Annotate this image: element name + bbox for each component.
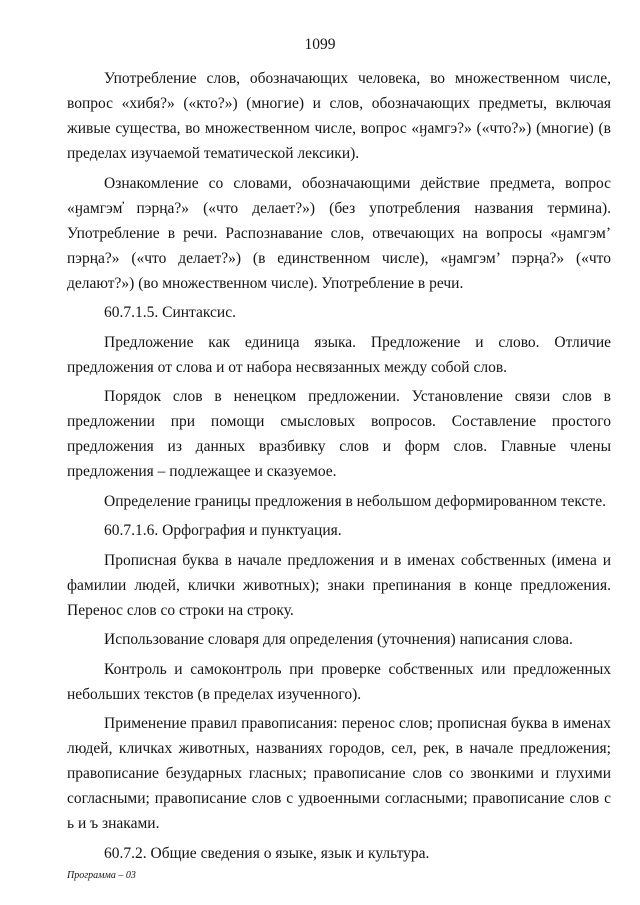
paragraph: Контроль и самоконтроль при проверке собственных или предложенных небольших текстов (в пределах изученного). <box>67 660 611 703</box>
paragraph: Употребление слов, обозначающих человека, во множественном числе, вопрос «хибя?» («кто?») (многие) и слов, обозначающих предметы, включая живые существа, во множественном числе, вопрос «ӈамгэ?» («что?») (многие) (в пределах изучаемой тематической лексики). <box>67 70 611 162</box>
section-heading: 60.7.1.5. Синтаксис. <box>104 304 236 321</box>
paragraph: Применение правил правописания: перенос слов; прописная буква в именах людей, кличках животных, названиях городов, сел, рек, в начале предложения; правописание безударных гласных; правописание слов со звонкими и глухими согласными; правописание слов с удвоенными согласными; правописание слов с ь и ъ знаками. <box>67 715 611 832</box>
paragraph: Использование словаря для определения (уточнения) написания слова. <box>104 631 573 648</box>
footer-note: Программа – 03 <box>67 870 136 881</box>
section-heading: 60.7.1.6. Орфография и пунктуация. <box>104 522 342 539</box>
paragraph: Порядок слов в ненецком предложении. Установление связи слов в предложении при помощи смысловых вопросов. Составление простого предложения из данных вразбивку слов и форм слов. Главные члены предложения – подлежащее и сказуемое. <box>67 388 611 480</box>
document-body <box>67 66 611 870</box>
paragraph: Определение границы предложения в небольшом деформированном тексте. <box>104 492 606 510</box>
section-heading: 60.7.2. Общие сведения о языке, язык и культура. <box>104 844 430 862</box>
page-number: 1099 <box>304 36 336 53</box>
paragraph: Предложение как единица языка. Предложение и слово. Отличие предложения от слова и от набора несвязанных между собой слов. <box>67 333 611 376</box>
paragraph: Ознакомление со словами, обозначающими действие предмета, вопрос «ӈамгэм̕ пэрңа?» («что делает?») (без употребления названия термина). Употребление в речи. Распознавание слов, отвечающих на вопросы «ӈамгэм’ пэрңа?» («что делает?») (в единственном числе), «ӈамгэм’ пэрңа?» («что делают?») (во множественном числе). Употребление в речи. <box>67 174 611 292</box>
paragraph: Прописная буква в начале предложения и в именах собственных (имена и фамилии людей, клички животных); знаки препинания в конце предложения. Перенос слов со строки на строку. <box>67 551 611 619</box>
